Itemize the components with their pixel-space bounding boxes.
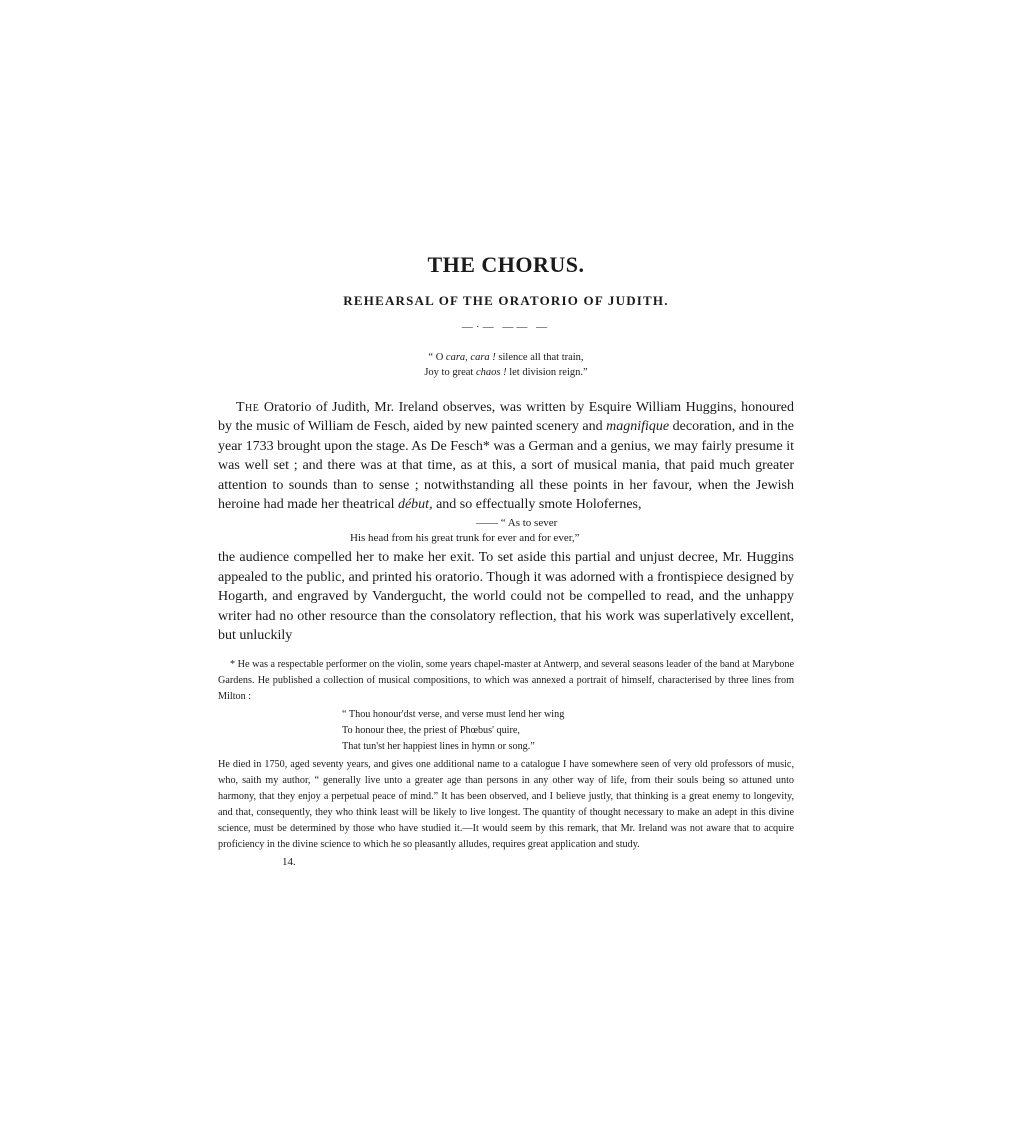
signature-mark: 14. [282,856,296,869]
book-page [218,250,794,869]
epigraph-line-1: “ O cara, cara ! silence all that train, [428,352,584,363]
footnote-paragraph-1: * He was a respectable performer on the violin, some years chapel-master at Antwerp, and several seasons leader of the band at Marybone Gardens. He published a collection of musical compositions, to which was annexed a portrait of himself, characterised by three lines from Milton : [218,659,794,703]
verse-line-2: To honour thee, the priest of Phœbus' quire, [342,725,520,737]
paragraph-1: The Oratorio of Judith, Mr. Ireland observes, was written by Esquire William Huggins, honoured by the music of William de Fesch, aided by new painted scenery and magnifique decoration, and in the year 1733 brought upon the stage. As De Fesch* was a German and a genius, we may fairly presume it was well set ; and there was at that time, as at this, a sort of musical mania, that paid much greater attention to sounds than to sense ; notwithstanding all these points in her favour, when the Jewish heroine had made her theatrical début, and so effectually smote Holofernes, [218,400,794,513]
verse-line-3: That tun'st her happiest lines in hymn or song.” [342,741,535,753]
page-title: THE CHORUS. [427,252,585,277]
block-quote [218,516,794,546]
quote-line-1: —— “ As to sever [476,517,558,530]
opening-word: The [236,400,260,415]
footnote-verse [342,707,794,755]
epigraph [218,350,794,380]
quote-line-2: His head from his great trunk for ever and for ever,” [350,532,580,545]
page-subtitle: REHEARSAL OF THE ORATORIO OF JUDITH. [343,293,669,308]
ornamental-rule: —·— —— — [461,321,551,333]
verse-line-1: “ Thou honour'dst verse, and verse must lend her wing [342,709,565,721]
epigraph-line-2: Joy to great chaos ! let division reign.” [424,367,588,378]
footnote-paragraph-2: He died in 1750, aged seventy years, and gives one additional name to a catalogue I have somewhere seen of very old professors of music, who, saith my author, “ generally live unto a greater age than persons in any other way of life, from their souls being so attuned unto harmony, that they enjoy a perpetual peace of mind.” It has been observed, and I believe justly, that thinking is a great enemy to longevity, and that, consequently, they who think least will be likely to live longest. The quantity of thought necessary to make an adept in this divine science, must be determined by those who have studied it.—It would seem by this remark, that Mr. Ireland was not aware that to acquire proficiency in the divine science to which he so pleasantly alludes, requires great application and study. [218,759,794,851]
paragraph-2: the audience compelled her to make her exit. To set aside this partial and unjust decree, Mr. Huggins appealed to the public, and printed his oratorio. Though it was adorned with a frontispiece designed by Hogarth, and engraved by Vandergucht, the world could not be compelled to read, and the unhappy writer had no other resource than the consolatory reflection, that his work was superlatively excellent, but unluckily [218,550,794,644]
